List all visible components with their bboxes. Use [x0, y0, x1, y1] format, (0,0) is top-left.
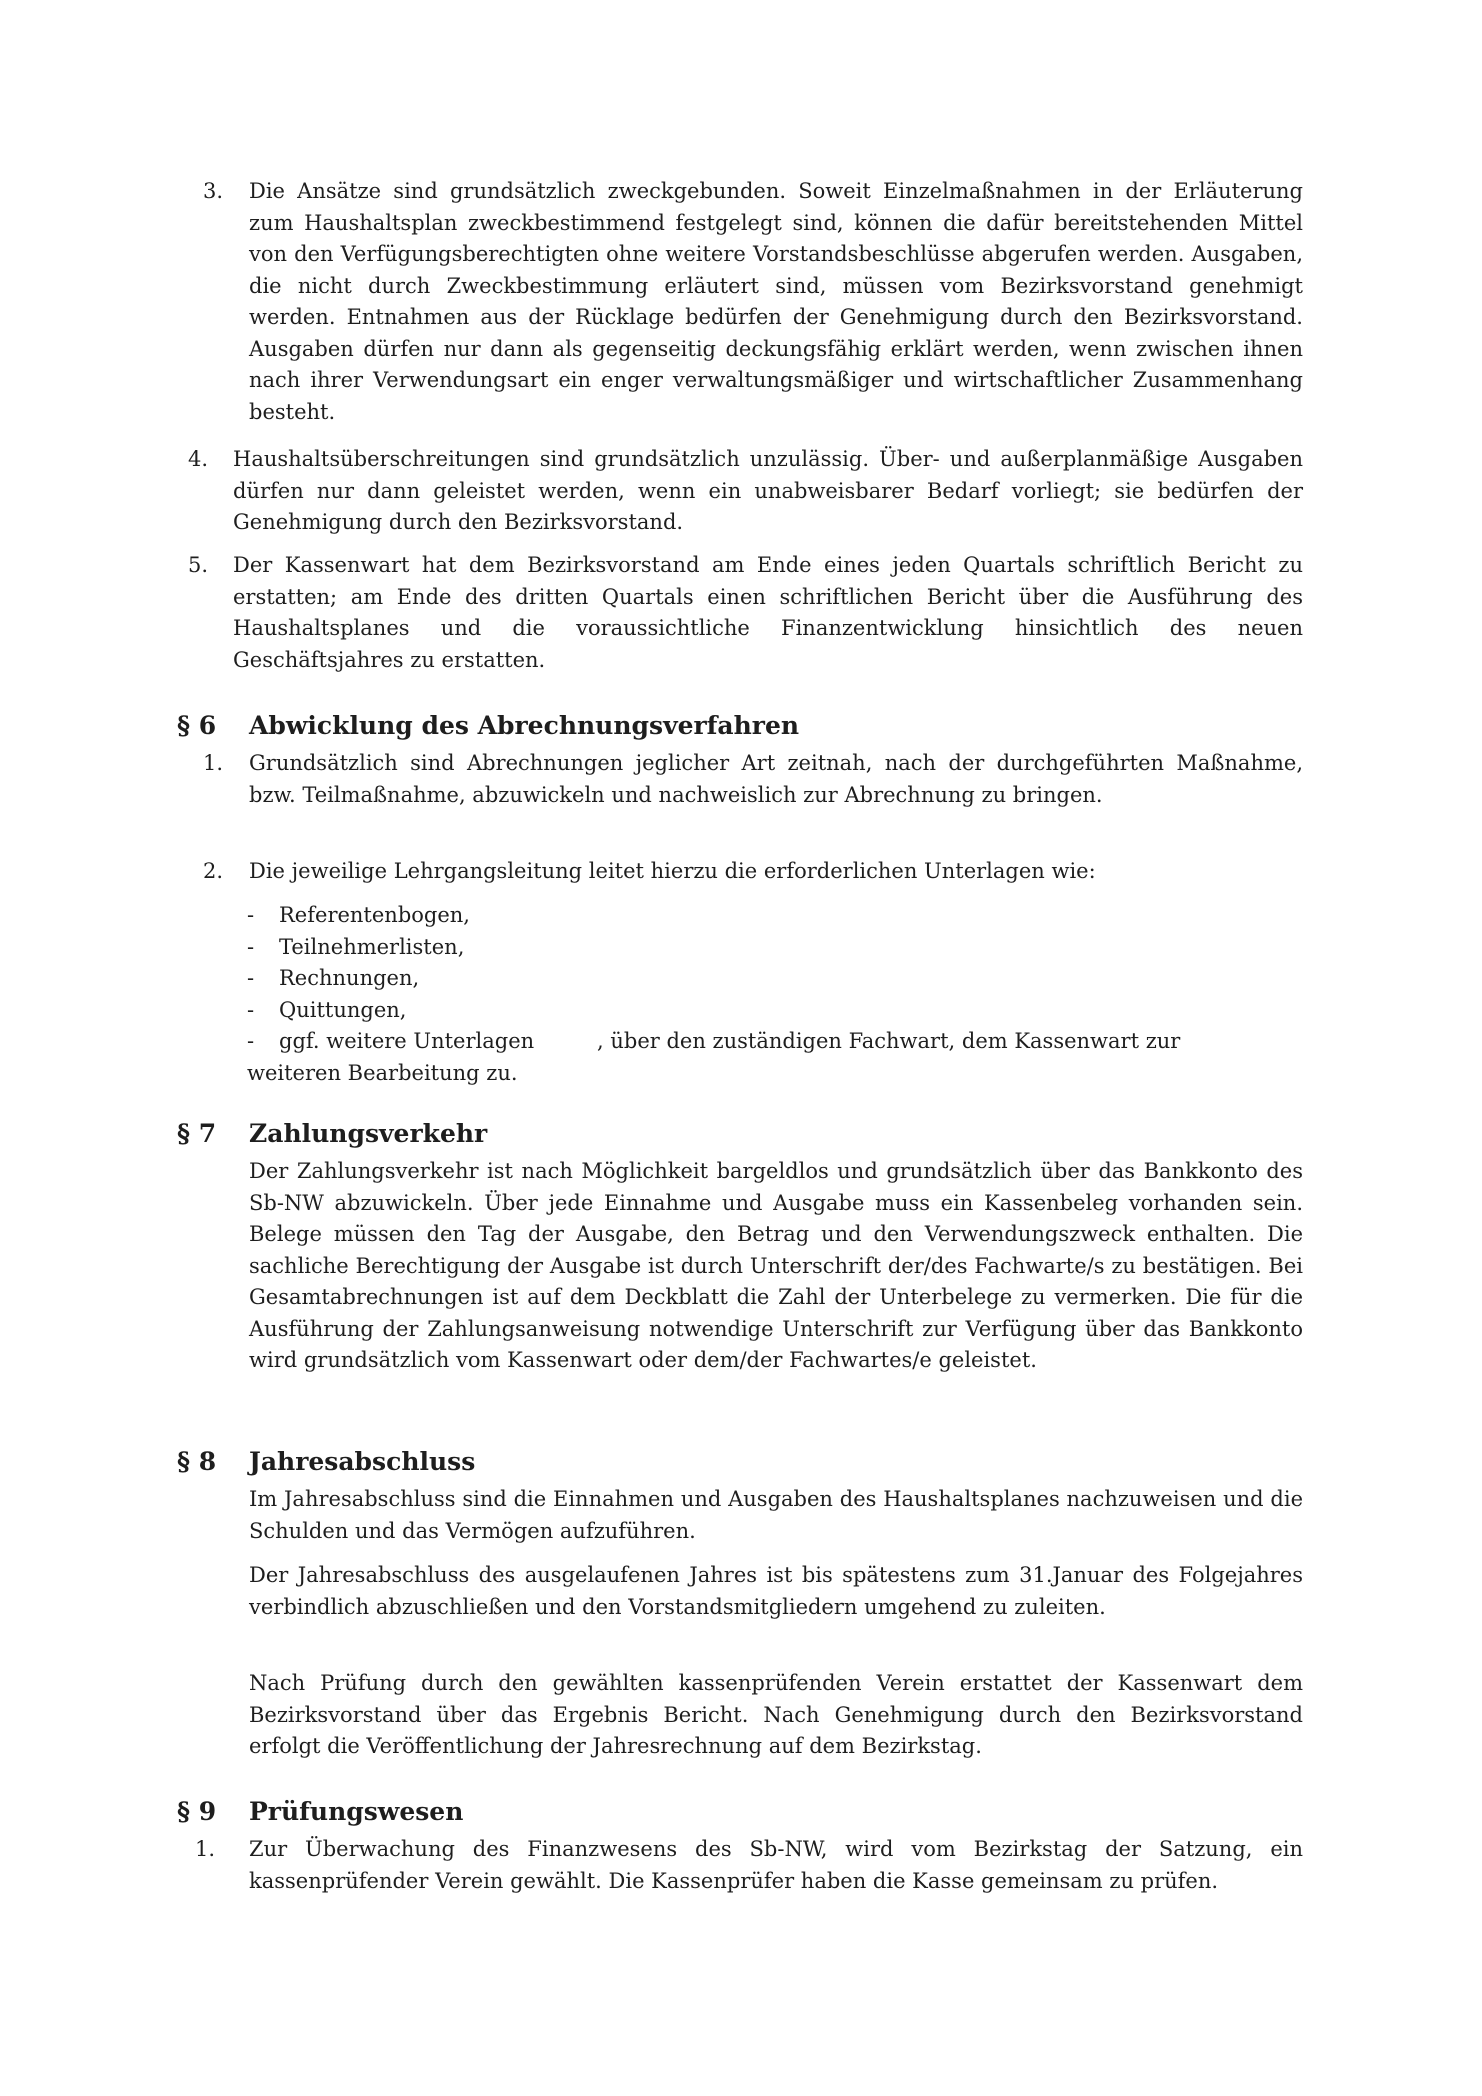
list-item-text: Grundsätzlich sind Abrechnungen jeglicher Art zeitnah, nach der durchgeführten Maßnahme, bzw. Teilmaßnahme, abzuwickeln und nachweislich zur Abrechnung zu bringen.: [249, 751, 1303, 807]
section-7-paragraph: Der Zahlungsverkehr ist nach Möglichkeit bargeldlos und grundsätzlich über das Bankkonto des Sb-NW abzuwickeln. Über jede Einnahme und Ausgabe muss ein Kassenbeleg vorhanden sein. Belege müssen den Tag der Ausgabe, den Betrag und den Verwendungszweck enthalten. Die sachliche Berechtigung der Ausgabe ist durch Unterschrift der/des Fachwarte/s zu bestätigen. Bei Gesamtabrechnungen ist auf dem Deckblatt die Zahl der Unterbelege zu vermerken. Die für die Ausführung der Zahlungsanweisung notwendige Unterschrift zur Verfügung über das Bankkonto wird grundsätzlich vom Kassenwart oder dem/der Fachwartes/e geleistet.: [249, 1159, 1303, 1372]
dash-marker: -: [247, 903, 255, 927]
section-number: § 6: [177, 711, 217, 740]
documents-list-item: - Rechnungen,: [247, 963, 1307, 995]
documents-list-item: - Referentenbogen,: [247, 900, 1307, 932]
section-8-paragraph: Der Jahresabschluss des ausgelaufenen Jahres ist bis spätestens zum 31.Januar des Folgejahres verbindlich abzuschließen und den Vorstandsmitgliedern umgehend zu zuleiten.: [249, 1563, 1303, 1619]
list-number: 2.: [203, 859, 224, 883]
documents-list: [247, 900, 1307, 1089]
list-item-text: Die Ansätze sind grundsätzlich zweckgebunden. Soweit Einzelmaßnahmen in der Erläuterung zum Haushaltsplan zweckbestimmend festgelegt sind, können die dafür bereitstehenden Mittel von den Verfügungsberechtigten ohne weitere Vorstandsbeschlüsse abgerufen werden. Ausgaben, die nicht durch Zweckbestimmung erläutert sind, müssen vom Bezirksvorstand genehmigt werden. Entnahmen aus der Rücklage bedürfen der Genehmigung durch den Bezirksvorstand. Ausgaben dürfen nur dann als gegenseitig deckungsfähig erklärt werden, wenn zwischen ihnen nach ihrer Verwendungsart ein enger verwaltungsmäßiger und wirtschaftlicher Zusammenhang besteht.: [249, 179, 1303, 424]
list-number: 5.: [188, 553, 209, 577]
list-number: 3.: [203, 179, 224, 203]
list-item-text: Zur Überwachung des Finanzwesens des Sb-NW, wird vom Bezirkstag der Satzung, ein kassenprüfender Verein gewählt. Die Kassenprüfer haben die Kasse gemeinsam zu prüfen.: [249, 1837, 1303, 1893]
section-number: § 7: [177, 1119, 217, 1148]
documents-list-tail: , über den zuständigen Fachwart, dem Kassenwart zur: [597, 1029, 1181, 1053]
dash-marker: -: [247, 934, 255, 959]
documents-list-item: - Quittungen,: [247, 995, 1307, 1027]
list-item-text: Die jeweilige Lehrgangsleitung leitet hierzu die erforderlichen Unterlagen wie:: [249, 859, 1096, 883]
dash-marker: -: [247, 997, 255, 1022]
section-title: Jahresabschluss: [249, 1447, 476, 1476]
section-title: Prüfungswesen: [249, 1797, 464, 1826]
section-title: Zahlungsverkehr: [249, 1119, 488, 1148]
documents-list-continuation: weiteren Bearbeitung zu.: [247, 1060, 518, 1085]
section-number: § 9: [177, 1797, 217, 1826]
section-8-paragraph: Im Jahresabschluss sind die Einnahmen und Ausgaben des Haushaltsplanes nachzuweisen und die Schulden und das Vermögen aufzuführen.: [249, 1487, 1303, 1543]
list-number: 1.: [203, 751, 224, 775]
section-title: Abwicklung des Abrechnungsverfahren: [249, 711, 800, 740]
list-item-text: Haushaltsüberschreitungen sind grundsätzlich unzulässig. Über- und außerplanmäßige Ausgaben dürfen nur dann geleistet werden, wenn ein unabweisbarer Bedarf vorliegt; sie bedürfen der Genehmigung durch den Bezirksvorstand.: [233, 447, 1303, 534]
section-number: § 8: [177, 1447, 217, 1476]
documents-list-item: - Teilnehmerlisten,: [247, 932, 1307, 964]
documents-list-item: - ggf. weitere Unterlagen , über den zuständigen Fachwart, dem Kassenwart zur: [247, 1026, 1307, 1058]
list-number: 4.: [188, 447, 209, 471]
section-8-paragraph: Nach Prüfung durch den gewählten kassenprüfenden Verein erstattet der Kassenwart dem Bezirksvorstand über das Ergebnis Bericht. Nach Genehmigung durch den Bezirksvorstand erfolgt die Veröffentlichung der Jahresrechnung auf dem Bezirkstag.: [249, 1671, 1303, 1758]
dash-marker: -: [247, 966, 255, 990]
dash-marker: -: [247, 1029, 255, 1053]
list-number: 1.: [195, 1837, 216, 1861]
list-item-text: Der Kassenwart hat dem Bezirksvorstand am Ende eines jeden Quartals schriftlich Bericht zu erstatten; am Ende des dritten Quartals einen schriftlichen Bericht über die Ausführung des Haushaltsplanes und die voraussichtliche Finanzentwicklung hinsichtlich des neuen Geschäftsjahres zu erstatten.: [233, 553, 1303, 672]
